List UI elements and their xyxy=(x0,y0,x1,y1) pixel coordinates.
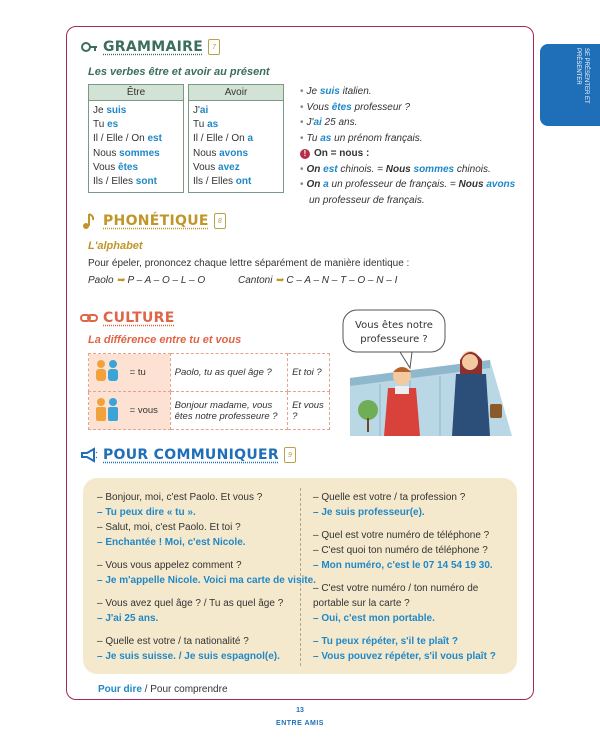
etre-table xyxy=(88,84,184,193)
speech-bubble-line: Vous êtes notre xyxy=(355,320,433,331)
conjugation-row: Il / Elle / On a xyxy=(193,133,254,145)
communiquer-header xyxy=(80,446,296,464)
megaphone-icon xyxy=(80,446,98,464)
grammaire-subtitle: Les verbes être et avoir au présent xyxy=(88,66,270,78)
dialogue-answer: – Oui, c'est mon portable. xyxy=(313,613,435,624)
conjugation-row: Tu es xyxy=(93,119,119,131)
spelling-example: Cantoni ➥ C – A – N – T – O – N – I xyxy=(238,275,398,286)
dialogue-right-column xyxy=(313,490,513,664)
spelling-example: Paolo ➥ P – A – O – L – O xyxy=(88,275,206,286)
grammar-example: • Vous êtes professeur ? xyxy=(300,101,411,113)
conjugation-row: Il / Elle / On est xyxy=(93,133,162,145)
footer-title: ENTRE AMIS xyxy=(276,720,324,727)
chain-link-icon xyxy=(80,309,98,327)
dialogue-answer: – J'ai 25 ans. xyxy=(97,613,159,624)
conjugation-row: Nous sommes xyxy=(93,147,160,159)
dialogue-question: – Vous avez quel âge ? / Tu as quel âge ? xyxy=(97,598,284,609)
avoir-header: Avoir xyxy=(189,85,283,101)
phonetique-instruction: Pour épeler, prononcez chaque lettre séparément de manière identique : xyxy=(88,258,410,269)
arrow-icon: ➥ xyxy=(275,275,284,286)
dialogue-question: – Quel est votre numéro de téléphone ? xyxy=(313,530,490,541)
side-tab-label: SE PRÉSENTER ET PRÉSENTER xyxy=(575,48,589,104)
dialogue-question: – C'est quoi ton numéro de téléphone ? xyxy=(313,545,488,556)
culture-subtitle: La différence entre tu et vous xyxy=(88,334,242,346)
dialogue-answer: – Tu peux dire « tu ». xyxy=(97,507,196,518)
on-nous-example: • On est chinois. = Nous sommes chinois. xyxy=(300,163,491,175)
legend: Pour dire / Pour comprendre xyxy=(98,684,228,695)
key-icon xyxy=(80,38,98,56)
dialogue-answer: – Je suis professeur(e). xyxy=(313,507,425,518)
audio-track-badge[interactable]: 9 xyxy=(284,447,296,463)
conjugation-row: Ils / Elles ont xyxy=(193,176,252,188)
page-number: 13 xyxy=(296,707,304,714)
tu-vous-table xyxy=(88,353,330,430)
audio-track-badge[interactable]: 8 xyxy=(214,213,226,229)
dialogue-question: – Vous vous appelez comment ? xyxy=(97,560,242,571)
dialogue-question: – Quelle est votre / ta nationalité ? xyxy=(97,636,249,647)
dialogue-answer: – Vous pouvez répéter, s'il vous plaît ? xyxy=(313,651,496,662)
table-row xyxy=(89,392,330,430)
dialogue-left-column xyxy=(97,490,316,664)
grammar-example: • Tu as un prénom français. xyxy=(300,132,423,144)
table-row xyxy=(89,354,330,392)
table-cell: Et toi ? xyxy=(288,354,330,392)
dialogue-question: – C'est votre numéro / ton numéro de xyxy=(313,583,479,594)
vous-label: = vous xyxy=(129,405,158,417)
phonetique-header xyxy=(80,212,226,230)
phonetique-subtitle: L'alphabet xyxy=(88,240,143,252)
tu-cell xyxy=(89,354,171,392)
dialogue-answer: – Enchantée ! Moi, c'est Nicole. xyxy=(97,537,246,548)
tu-label: = tu xyxy=(129,367,146,379)
friends-icon xyxy=(93,358,121,388)
on-nous-example: • On a un professeur de français. = Nous avons xyxy=(300,179,516,190)
dialogue-question: – Bonjour, moi, c'est Paolo. Et vous ? xyxy=(97,492,263,503)
speech-bubble-line: professeure ? xyxy=(360,334,428,345)
dialogue-answer: – Mon numéro, c'est le 07 14 54 19 30. xyxy=(313,560,493,571)
dialogue-answer: – Je m'appelle Nicole. Voici ma carte de visite. xyxy=(97,575,316,586)
conjugation-row: Vous êtes xyxy=(93,161,139,173)
dialogue-question: – Quelle est votre / ta profession ? xyxy=(313,492,466,503)
conjugation-row: Je suis xyxy=(93,105,127,116)
table-cell: Bonjour madame, vous êtes notre professeure ? xyxy=(170,392,287,430)
etre-header: Être xyxy=(89,85,183,101)
conjugation-row: Nous avons xyxy=(193,147,249,159)
dialogue-answer: – Tu peux répéter, s'il te plaît ? xyxy=(313,636,459,647)
on-nous-rule: ! On = nous : xyxy=(300,146,532,162)
table-cell: Et vous ? xyxy=(288,392,330,430)
music-note-icon xyxy=(80,212,98,230)
arrow-icon: ➥ xyxy=(116,275,125,286)
dialogue-question: portable sur la carte ? xyxy=(313,598,410,609)
dialogue-question: – Salut, moi, c'est Paolo. Et toi ? xyxy=(97,522,241,533)
conjugation-row: Tu as xyxy=(193,119,219,131)
formal-people-icon xyxy=(93,396,121,426)
conjugation-row: J'ai xyxy=(193,105,209,116)
table-cell: Paolo, tu as quel âge ? xyxy=(170,354,287,392)
vous-cell xyxy=(89,392,171,430)
on-nous-example-cont: un professeur de français. xyxy=(309,194,425,206)
culture-header xyxy=(80,309,175,327)
grammaire-examples xyxy=(300,84,532,208)
avoir-table xyxy=(188,84,284,193)
conjugation-row: Vous avez xyxy=(193,161,240,173)
grammaire-header xyxy=(80,38,220,56)
conjugation-row: Ils / Elles sont xyxy=(93,176,157,188)
warning-icon: ! xyxy=(300,149,310,159)
students-illustration xyxy=(340,308,522,436)
audio-track-badge[interactable]: 7 xyxy=(208,39,220,55)
phonetique-title: PHONÉTIQUE xyxy=(103,213,209,229)
culture-title: CULTURE xyxy=(103,310,175,326)
communiquer-title: POUR COMMUNIQUER xyxy=(103,447,279,463)
section-side-tab[interactable] xyxy=(540,44,600,126)
dialogue-answer: – Je suis suisse. / Je suis espagnol(e). xyxy=(97,651,280,662)
grammar-example: • J'ai 25 ans. xyxy=(300,117,358,128)
grammaire-title: GRAMMAIRE xyxy=(103,39,204,55)
grammar-example: • Je suis italien. xyxy=(300,86,372,97)
